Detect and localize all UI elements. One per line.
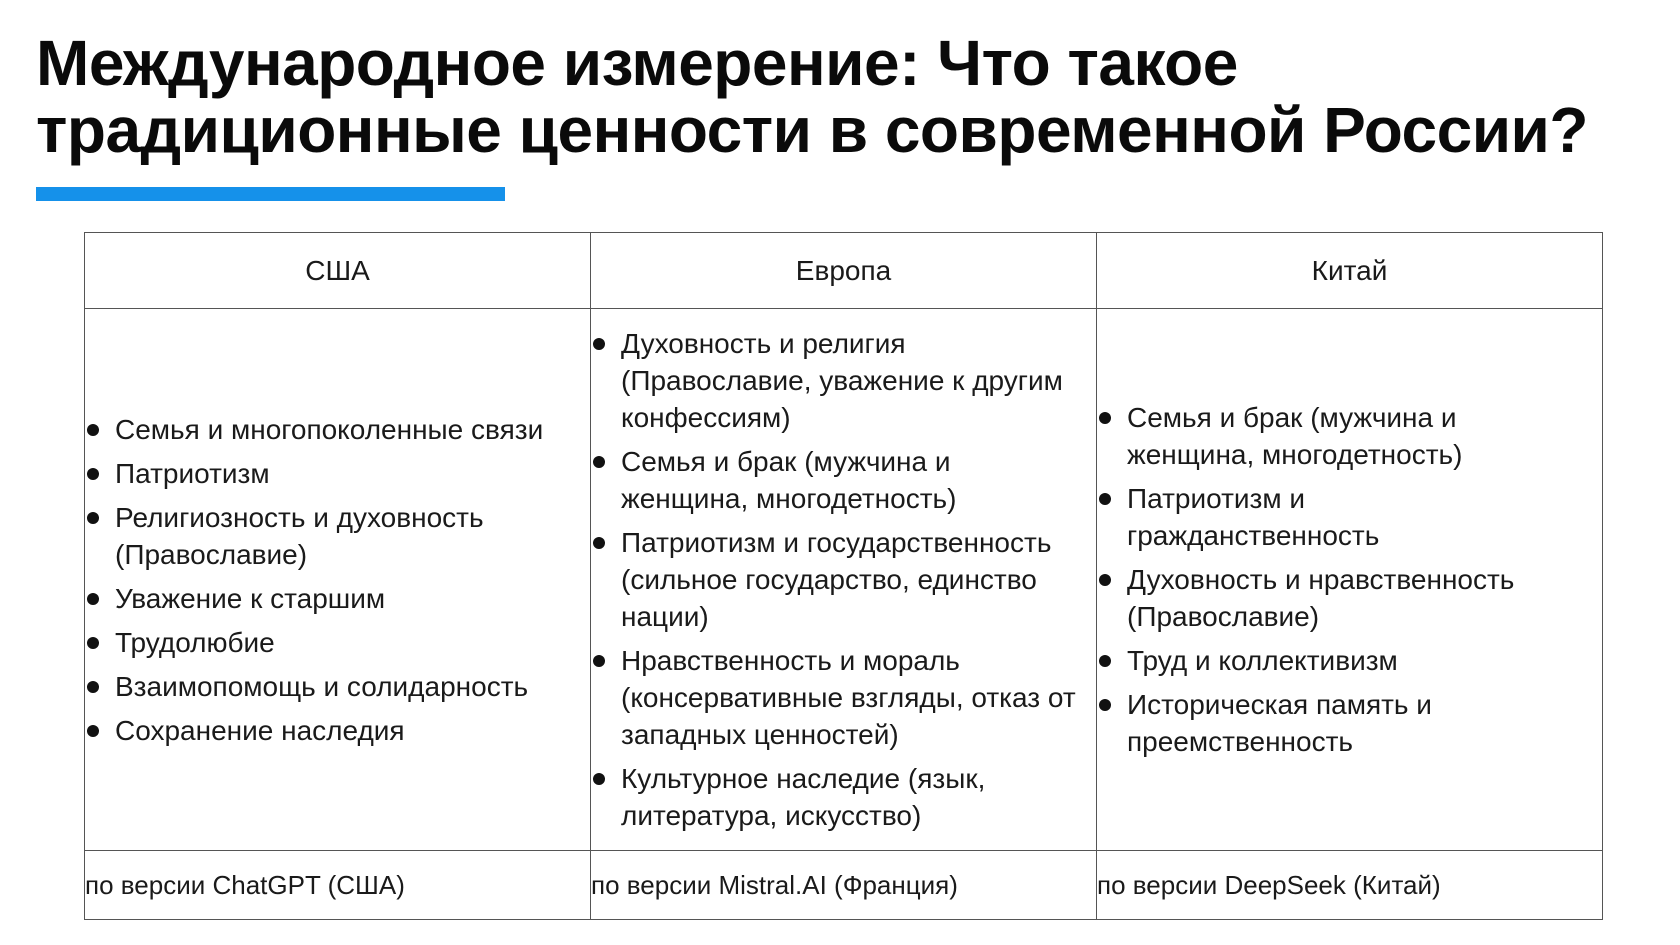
bullet-icon (1099, 574, 1111, 586)
bullet-icon (593, 773, 605, 785)
list-item: Патриотизм и гражданственность (1097, 480, 1602, 554)
bullet-icon (1099, 412, 1111, 424)
bullet-icon (87, 681, 99, 693)
list-item: Патриотизм и государственность (сильное государство, единство нации) (591, 524, 1092, 635)
list-item: Культурное наследие (язык, литература, искусство) (591, 760, 1092, 834)
list-item: Трудолюбие (85, 624, 590, 661)
list-item: Нравственность и мораль (консервативные взгляды, отказ от западных ценностей) (591, 642, 1092, 753)
table-footer-row (85, 851, 1603, 920)
bullet-icon (87, 468, 99, 480)
column-header-usa: США (85, 233, 591, 309)
column-header-europe: Европа (591, 233, 1097, 309)
china-values-cell (1097, 309, 1603, 851)
list-item: Семья и многопоколенные связи (85, 411, 590, 448)
column-header-china: Китай (1097, 233, 1603, 309)
bullet-icon (87, 512, 99, 524)
bullet-icon (87, 637, 99, 649)
usa-source-note: по версии ChatGPT (США) (85, 851, 591, 920)
list-item: Духовность и религия (Православие, уважение к другим конфессиям) (591, 325, 1092, 436)
list-item: Духовность и нравственность (Православие) (1097, 561, 1602, 635)
list-item: Уважение к старшим (85, 580, 590, 617)
bullet-icon (87, 593, 99, 605)
china-values-list (1097, 399, 1602, 760)
china-source-note: по версии DeepSeek (Китай) (1097, 851, 1603, 920)
usa-values-cell (85, 309, 591, 851)
bullet-icon (87, 424, 99, 436)
title-accent-bar (36, 187, 505, 201)
list-item: Религиозность и духовность (Православие) (85, 499, 590, 573)
list-item: Взаимопомощь и солидарность (85, 668, 590, 705)
bullet-icon (1099, 655, 1111, 667)
list-item: Сохранение наследия (85, 712, 590, 749)
bullet-icon (593, 456, 605, 468)
europe-values-list (591, 325, 1096, 834)
list-item: Историческая память и преемственность (1097, 686, 1602, 760)
bullet-icon (593, 338, 605, 350)
bullet-icon (593, 537, 605, 549)
table-header-row (85, 233, 1603, 309)
bullet-icon (593, 655, 605, 667)
bullet-icon (1099, 493, 1111, 505)
list-item: Труд и коллективизм (1097, 642, 1602, 679)
bullet-icon (87, 725, 99, 737)
bullet-icon (1099, 699, 1111, 711)
page-title (36, 27, 1656, 166)
usa-values-list (85, 411, 590, 749)
comparison-table (84, 232, 1603, 920)
list-item: Семья и брак (мужчина и женщина, многодетность) (1097, 399, 1602, 473)
list-item: Патриотизм (85, 455, 590, 492)
title-line-1: Международное измерение: Что такое (36, 27, 1238, 99)
europe-values-cell (591, 309, 1097, 851)
europe-source-note: по версии Mistral.AI (Франция) (591, 851, 1097, 920)
table-body-row (85, 309, 1603, 851)
title-line-2: традиционные ценности в современной России? (36, 94, 1588, 166)
list-item: Семья и брак (мужчина и женщина, многодетность) (591, 443, 1092, 517)
